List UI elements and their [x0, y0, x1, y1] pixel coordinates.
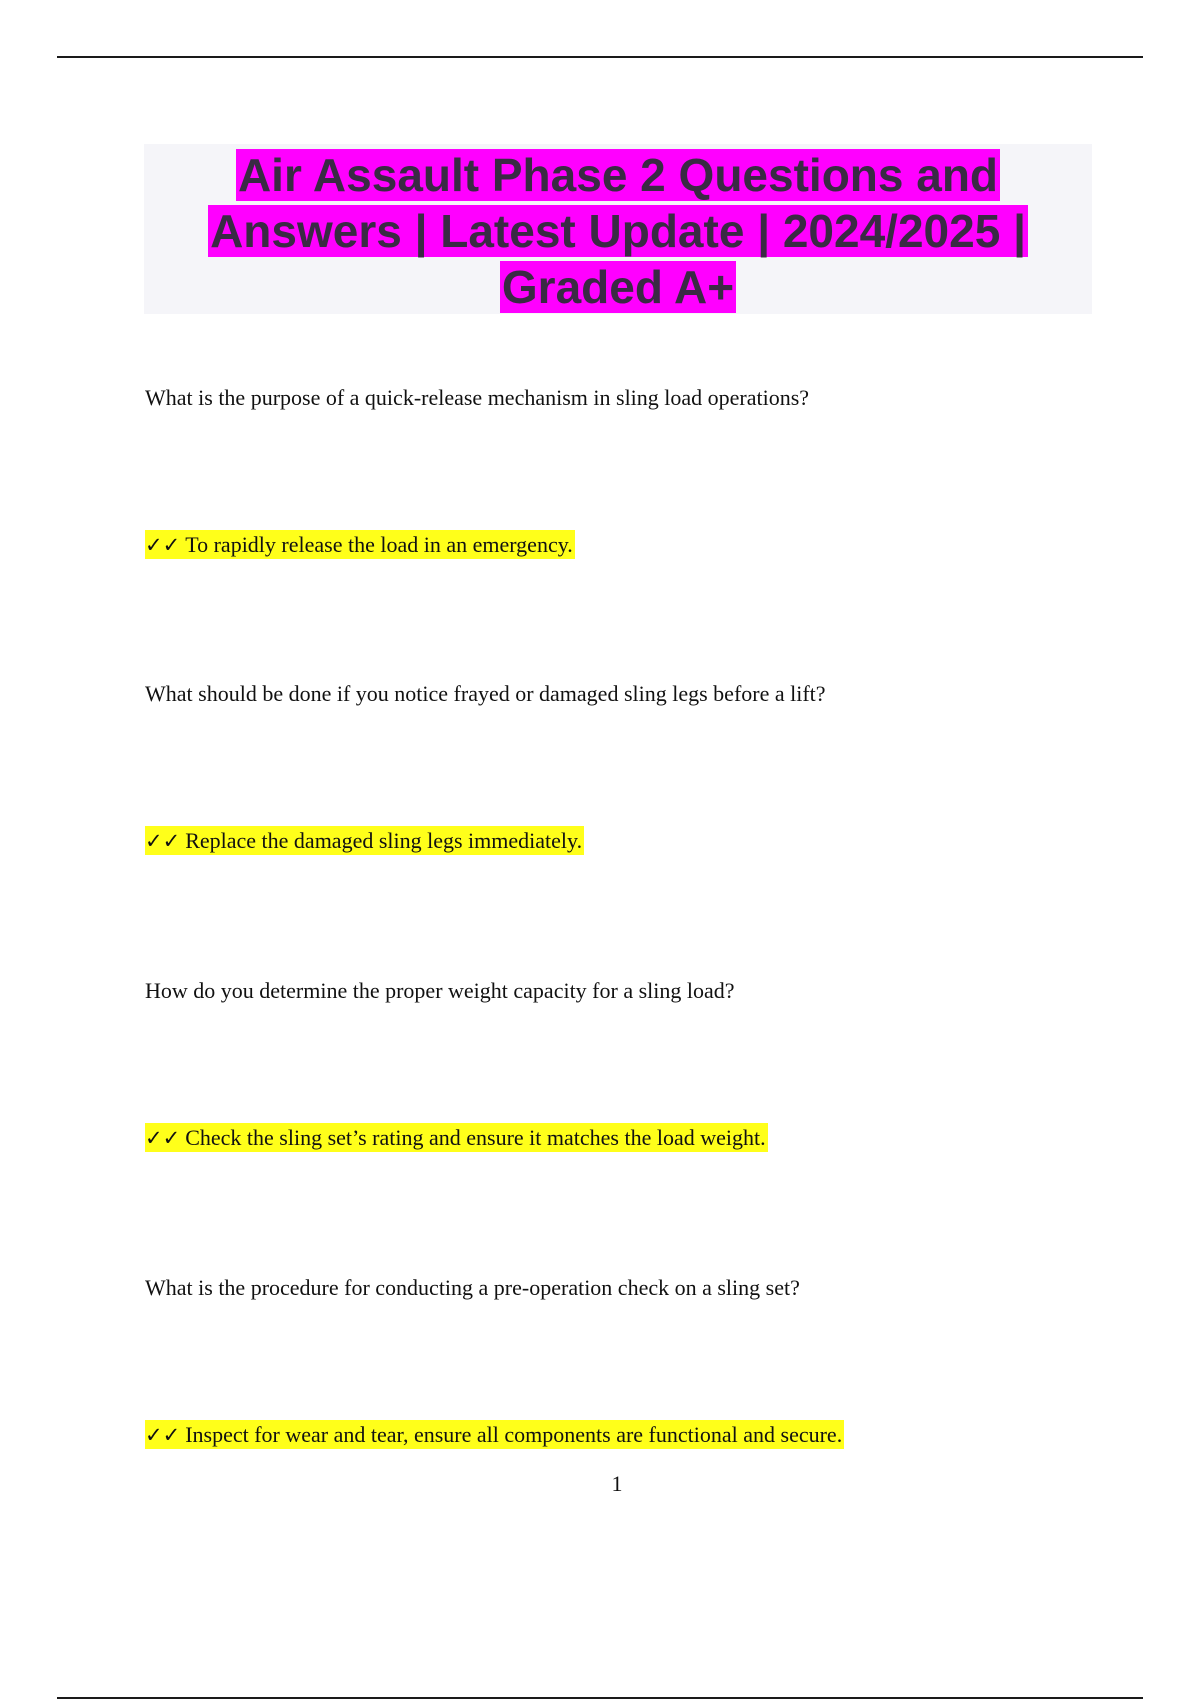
answer-highlight: [145, 530, 575, 559]
question-text: What should be done if you notice frayed or damaged sling legs before a lift?: [145, 681, 826, 706]
answer-4: [145, 1421, 844, 1449]
answer-text: Check the sling set’s rating and ensure it matches the load weight.: [185, 1125, 766, 1150]
answer-highlight: [145, 826, 584, 855]
double-check-icon: ✓✓: [145, 1423, 181, 1447]
double-check-icon: ✓✓: [145, 533, 181, 557]
top-rule: [57, 56, 1143, 58]
answer-text: Inspect for wear and tear, ensure all components are functional and secure.: [185, 1422, 843, 1447]
double-check-icon: ✓✓: [145, 1126, 181, 1150]
question-4: [145, 1274, 800, 1302]
question-text: How do you determine the proper weight capacity for a sling load?: [145, 978, 735, 1003]
answer-text: Replace the damaged sling legs immediately.: [185, 828, 583, 853]
answer-2: [145, 827, 584, 855]
question-text: What is the purpose of a quick-release mechanism in sling load operations?: [145, 385, 810, 410]
answer-highlight: [145, 1420, 844, 1449]
question-1: [145, 384, 809, 412]
answer-highlight: [145, 1123, 768, 1152]
page-number: 1: [611, 1471, 623, 1496]
answer-3: [145, 1124, 768, 1152]
answer-text: To rapidly release the load in an emergency.: [185, 532, 573, 557]
question-3: [145, 977, 735, 1005]
title-block: [144, 144, 1092, 314]
document-title: Air Assault Phase 2 Questions and Answers | Latest Update | 2024/2025 | Graded A+: [210, 149, 1026, 313]
bottom-rule: [57, 1697, 1143, 1699]
question-text: What is the procedure for conducting a pre-operation check on a sling set?: [145, 1275, 800, 1300]
answer-1: [145, 531, 575, 559]
double-check-icon: ✓✓: [145, 829, 181, 853]
question-2: [145, 680, 826, 708]
